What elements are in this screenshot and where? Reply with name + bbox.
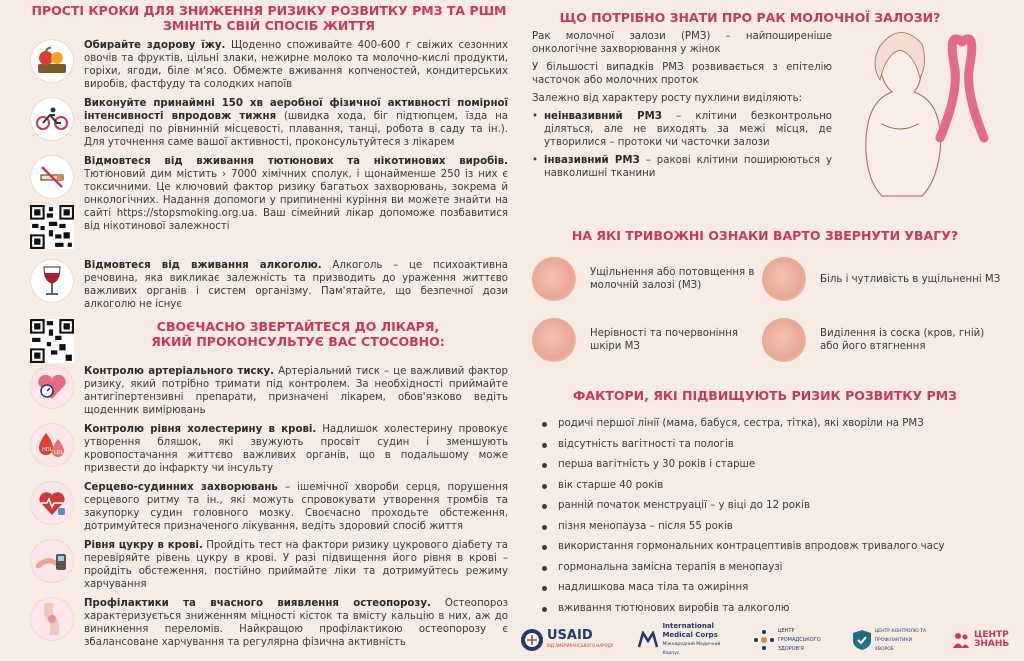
breast-skin-icon [532, 318, 576, 362]
check-sugar-text: Рівня цукру в крові. Пройдіть тест на фактори ризику цукрового діабету та перевіряйте рівень цукру в крові. У разі підвищення його рівня в крові – пройдіть обстеження, постійно приймайте ліки та дотримуйтесь режиму харчування [84, 540, 508, 590]
right-title-2: НА ЯКІ ТРИВОЖНІ ОЗНАКИ ВАРТО ЗВЕРНУТИ УВАГУ? [571, 228, 959, 243]
risk-factor: гормональна замісна терапія в менопаузі [540, 558, 1000, 579]
nipple-discharge-icon [762, 318, 806, 362]
qr-code-stopsmoking[interactable] [30, 205, 74, 249]
no-smoking-icon [30, 155, 74, 199]
breast-cancer-info [532, 30, 832, 180]
risk-factors-list [540, 414, 1000, 619]
heart-icon [30, 481, 74, 525]
sign-pain-label: Біль і чутливість в ущільненні МЗ [820, 273, 1001, 285]
risk-factor: ранній початок менструації – у віці до 12 років [540, 496, 1000, 517]
qr-code-doctor[interactable] [30, 319, 74, 363]
blood-pressure-icon [30, 365, 74, 409]
check-sugar [30, 539, 508, 591]
left-title-3: СВОЄЧАСНО ЗВЕРТАЙТЕСЯ ДО ЛІКАРЯ, [156, 319, 440, 334]
check-cardio [30, 481, 508, 533]
check-osteoporosis [30, 597, 508, 649]
knee-joint-icon [30, 597, 74, 641]
breast-lump-icon [532, 257, 576, 301]
check-cardio-text: Серцево-судинних захворювань – ішемічної хвороби серця, порушення серцевого ритму та ін., які можуть спровокувати утворення тромбів та закупорку судин головного мозку. Своєчасно проходьте обстеження, дотримуйтеся призначеного лікування, ведіть здоровий спосіб життя [84, 482, 508, 532]
sign-lump-label: Ущільнення або потовщення в молочній залозі (МЗ) [590, 267, 755, 291]
sign-skin-label: Нерівності та почервоніння шкіри МЗ [590, 328, 738, 352]
shield-icon [852, 629, 872, 651]
check-blood-pressure-text: Контролю артеріального тиску. Артеріальний тиск – це важливий фактор ризику, який потрібно тримати під контролем. За необхідності приймайте антигіпертензивні препарати, призначені лікарем, обов'язково ведіть щоденник вимірювань [84, 366, 508, 416]
knowledge-center-logo: ЦЕНТР ЗНАНЬ [951, 630, 1014, 650]
info-p1: Рак молочної залози (РМЗ) – найпоширеніше онкологічне захворювання у жінок [532, 31, 832, 55]
people-icon [951, 630, 971, 650]
usaid-logo: USAID ВІД АМЕРИКАНСЬКОГО НАРОДУ [520, 628, 613, 652]
left-title-1: ПРОСТІ КРОКИ ДЛЯ ЗНИЖЕННЯ РИЗИКУ РОЗВИТКУ РМЗ ТА РШМ [31, 3, 507, 18]
left-title-2: ЗМІНІТЬ СВІЙ СПОСІБ ЖИТТЯ [162, 18, 376, 33]
risk-factor: відсутність вагітності та пологів [540, 435, 1000, 456]
left-column [30, 0, 508, 649]
info-p2: У більшості випадків РМЗ розвивається з епітелію часточок або молочних проток [532, 62, 832, 86]
imc-icon [637, 631, 659, 649]
left-title-4: ЯКИЙ ПРОКОНСУЛЬТУЄ ВАС СТОСОВНО: [151, 334, 445, 349]
check-cholesterol-text: Контролю рівня холестерину в крові. Надлишок холестерину провокує утворення бляшок, які звужують просвіт судин і зменшують кровопостачання життєво важливих органів, що в подальшому може призвести до інфаркту чи інсульту [84, 424, 508, 474]
risk-factor: вживання тютюнових виробів та алкоголю [540, 599, 1000, 620]
sign-discharge [762, 318, 1002, 362]
svg-text:HDL: HDL [42, 447, 53, 453]
tip-alcohol [30, 259, 508, 311]
risk-factor: надлишкова маса тіла та ожиріння [540, 578, 1000, 599]
tip-food [30, 39, 508, 91]
sign-skin [532, 318, 762, 362]
food-icon [30, 39, 74, 83]
imc-logo: International Medical Corps Міжнародний Медичний Корпус [637, 622, 728, 658]
risk-factor: використання гормональних контрацептивів впродовж тривалого часу [540, 537, 1000, 558]
tip-alcohol-text: Відмовтеся від вживання алкоголю. Алкоголь – це психоактивна речовина, яка викликає залежність та призводить до ураження життєво важливих органів і систем організму. Пам'ятайте, що безпечної дози алкоголю не існує [84, 260, 508, 310]
cholesterol-icon [30, 423, 74, 467]
phc-logo: ЦЕНТР ГРОМАДСЬКОГО ЗДОРОВ'Я [753, 627, 828, 654]
glucometer-icon [30, 539, 74, 583]
risk-factor: перша вагітність у 30 років і старше [540, 455, 1000, 476]
breast-pain-icon [762, 257, 806, 301]
risk-factor: пізня менопауза – після 55 років [540, 517, 1000, 538]
tip-activity [30, 97, 508, 149]
check-osteoporosis-text: Профілактики та вчасного виявлення остеопорозу. Остеопороз характеризується зниженням міцності кісток та вмісту кальцію в них, аж до виникнення переломів. Найкращою профілактикою остеопорозу є збалансоване харчування та регулярна фізична активність [84, 598, 508, 648]
partner-logos [520, 622, 1014, 656]
wine-glass-icon [30, 259, 74, 303]
tip-food-text: Обирайте здорову їжу. Щоденно споживайте 400-600 г свіжих сезонних овочів та фруктів, цільні злаки, нежирне молоко та молочно-кислі продукти, горіхи, ягоди, біле м'ясо. Обмежте вживання копченостей, кондитерських виробів, фастфуду та солодких напоїв [84, 40, 508, 90]
ccdp-logo: ЦЕНТР КОНТРОЛЮ ТА ПРОФІЛАКТИКИ ХВОРОБ [852, 627, 927, 654]
check-cholesterol [30, 423, 508, 475]
svg-text:LDL: LDL [54, 450, 64, 456]
risk-factor: вік старше 40 років [540, 476, 1000, 497]
tip-activity-text: Виконуйте принаймні 150 хв аеробної фізичної активності помірної інтенсивності впродовж тижня (швидка хода, біг підтюпцем, їзда на велосипеді по рівнинній місцевості, плавання, танці, робота в саду та ін.). Для уточнення саме вашої активності, проконсультуйтеся з лікарем [84, 98, 508, 148]
right-title-3: ФАКТОРИ, ЯКІ ПІДВИЩУЮТЬ РИЗИК РОЗВИТКУ РМЗ [573, 388, 957, 403]
tip-smoking-text: Відмовтеся від вживання тютюнових та нікотинових виробів. Тютюновий дим містить › 7000 хімічних сполук, і щонайменше 250 із них є токсичними. Це ключовий фактор ризику багатьох захворювань, зокрема й онкологічних. Надання допомоги у припиненні куріння ви можете знайти на сайті https://stopsmoking.org.ua. Ваш сімейний лікар допоможе позбавитися від нікотинової залежності [84, 156, 508, 232]
right-title-1: ЩО ПОТРІБНО ЗНАТИ ПРО РАК МОЛОЧНОЇ ЗАЛОЗИ? [559, 10, 941, 25]
phc-icon [753, 629, 775, 651]
usaid-seal-icon [520, 628, 544, 652]
tip-smoking [30, 155, 508, 253]
sign-discharge-label: Виділення із соска (кров, гній) або його втягнення [820, 328, 985, 352]
right-column [520, 0, 1010, 614]
info-p3: Залежно від характеру росту пухлини виділяють: [532, 93, 803, 104]
check-blood-pressure [30, 365, 508, 417]
risk-factor: родичі першої лінії (мама, бабуся, сестра, тітка), які хворіли на РМЗ [540, 414, 1000, 435]
info-bullet-1: • неінвазивний РМЗ – клітини безконтрольно діляться, але не виходять за межі місця, де утворилися – протоки чи часточки залози [532, 111, 833, 148]
sign-lump [532, 257, 762, 301]
sign-pain [762, 257, 1002, 301]
bicycle-icon [30, 97, 74, 141]
info-bullet-2: • інвазивний РМЗ – ракові клітини поширюються у навколишні тканини [532, 155, 833, 179]
woman-illustration [842, 28, 1002, 198]
